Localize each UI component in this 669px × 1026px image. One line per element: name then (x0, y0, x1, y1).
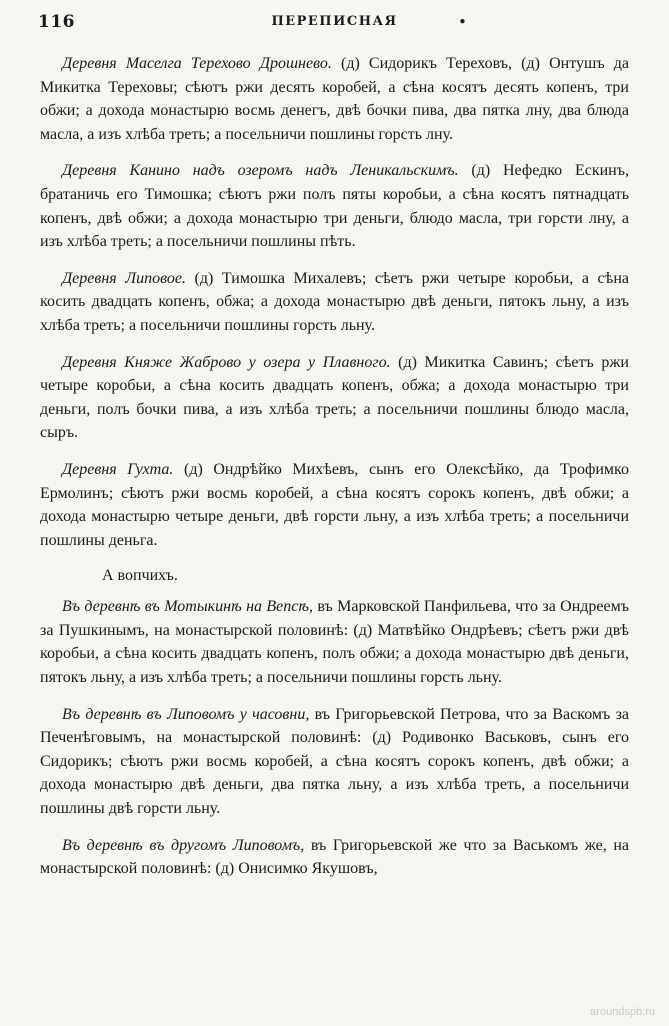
paragraph-text: (д) Тимошка Михалевъ; сѣетъ ржи четыре коробьи, а сѣна косить двадцать копенъ, обжа; а дохода монастырю двѣ деньги, пятокъ льну, а изъ хлѣба треть; а посельничи пошлины горсть льну. (40, 269, 630, 334)
paragraph-text: (д) Микитка Савинъ; сѣетъ ржи четыре коробьи, а сѣна косить двадцать копенъ, обжа; а дохода монастырю три деньги, полъ бочки пива, а изъ хлѣба треть; а посельничи пошлины блюдо масла, сыръ. (40, 353, 629, 442)
paragraph (40, 351, 629, 445)
paragraph-lead: Деревня Липовое. (62, 269, 186, 287)
paragraph-text: въ Марковской Панфильева, что за Ондреемъ за Пушкинымъ, на монастырской половинѣ: (д) Матвѣйко Ондрѣевъ; сѣетъ ржи двѣ коробьи, а сѣна косить двадцать копенъ, полъ обжи; а дохода монастырю двѣ деньги, пятокъ льну, а изъ хлѣба треть; а посельничи пошлины горсть льну. (40, 598, 630, 687)
paragraph (40, 159, 629, 253)
paragraph-text: въ Григорьевской же что за Васькомъ же, на монастырской половинѣ: (д) Онисимко Якушовъ, (40, 836, 629, 878)
paragraph-lead: Въ деревнѣ въ Мотыкинѣ на Вепсѣ, (62, 598, 314, 616)
paragraph (40, 267, 629, 338)
paragraph (40, 703, 629, 821)
body-text (40, 52, 629, 894)
paragraph (40, 595, 629, 689)
paragraph-lead: Деревня Канино надъ озеромъ надъ Леникальскимъ. (62, 162, 459, 180)
paragraph (40, 458, 629, 552)
page-number: 116 (38, 12, 75, 32)
paragraph-lead: Деревня Княже Жаброво у озера у Плавного. (62, 353, 391, 371)
watermark: aroundspb.ru (590, 1006, 655, 1018)
paragraph (40, 52, 629, 146)
paragraph-lead: Въ деревнѣ въ другомъ Липовомъ, (62, 836, 305, 854)
paragraph-lead: Въ деревнѣ въ Липовомъ у часовни, (62, 705, 310, 723)
running-title: ПЕРЕПИСНАЯ (271, 14, 398, 29)
section-heading: А вопчихъ. (102, 567, 178, 585)
paragraph-lead: Деревня Маселга Терехово Дрошнево. (62, 55, 332, 72)
page-header (38, 12, 631, 38)
paragraph-text: (д) Ондрѣйко Михѣевъ, сынъ его Олексѣйко, да Трофимко Ермолинъ; сѣютъ ржи восмь коробей, а сѣна косятъ сорокъ копенъ, двѣ обжи; а дохода монастырю четыре деньги, двѣ горсти льну, а изъ хлѣба треть; а посельничи пошлины деньга. (40, 460, 629, 549)
paragraph-lead: Деревня Гухта. (62, 460, 174, 478)
paragraph-text: (д) Нефедко Ескинъ, братаничь его Тимошка; сѣютъ ржи полъ пяты коробьи, а сѣна косятъ пятнадцать копенъ, двѣ обжи; а дохода монастырю три деньги, блюдо масла, три горсти лну, а изъ хлѣба треть; а посельничи пошлины пѣть. (40, 162, 629, 251)
paragraph-text: (д) Сидорикъ Тереховъ, (д) Онтушъ да Микитка Тереховы; сѣютъ ржи десять коробей, а сѣна косятъ десять копенъ, три обжи; а дохода монастырю восмь денегъ, двѣ бочки пива, два пятка лну, два блюда масла, а изъ хлѣба треть; а посельничи пошлины горсть лну. (40, 55, 629, 143)
header-ornament-icon: • (458, 13, 467, 31)
paragraph (40, 834, 629, 881)
paragraph-text: въ Григорьевской Петрова, что за Васкомъ за Печенѣговымъ, на монастырской половинѣ: (д) Родивонко Васьковъ, сынъ его Сидорикъ; сѣютъ ржи восмь коробей, а сѣна косятъ сорокъ копенъ, двѣ обжи; а дохода монастырю двѣ деньги, два пятка льну, а изъ хлѣба треть, а посельничи пошлины двѣ горсти льну. (40, 705, 629, 818)
